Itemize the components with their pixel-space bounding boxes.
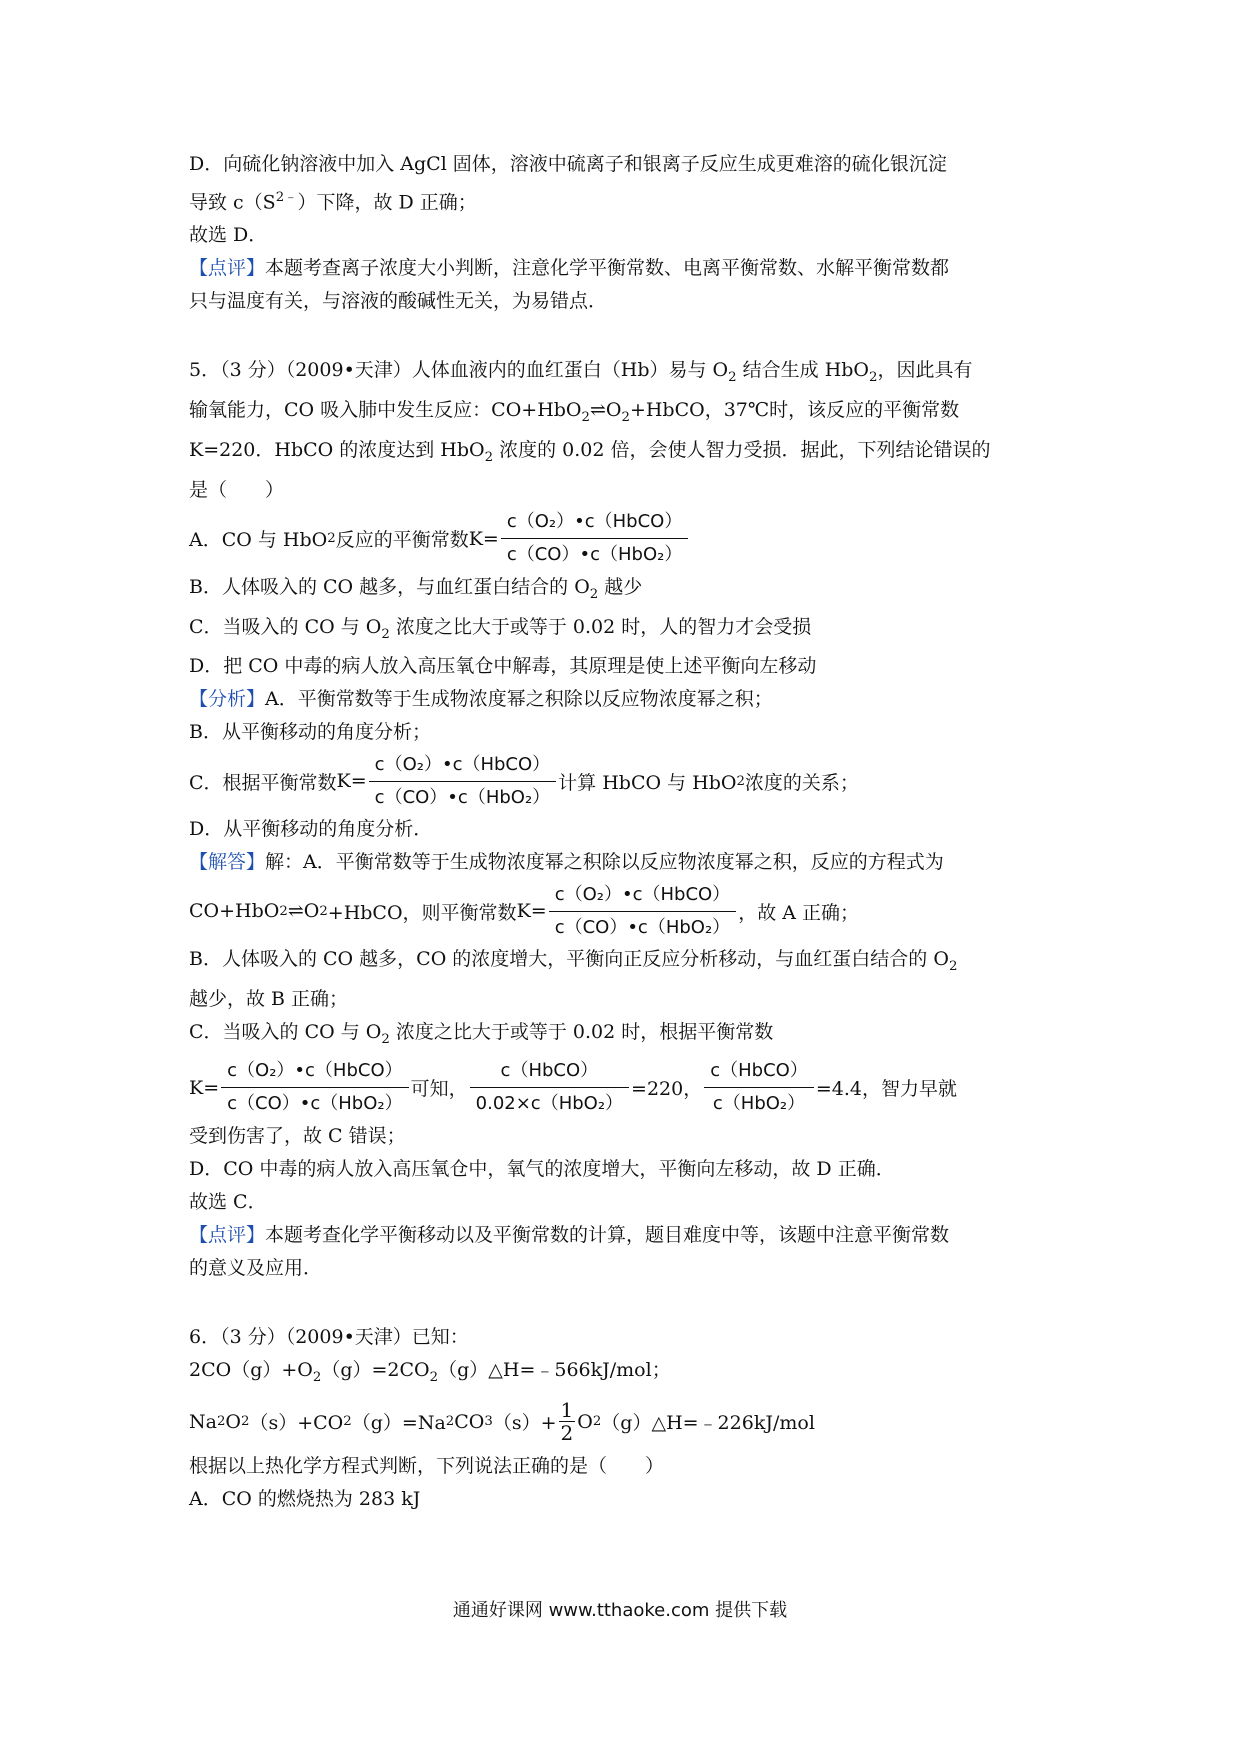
q4-choice: 故选 D． [189, 224, 268, 247]
q5-option-a: A．CO 与 HbO 2 反应的平衡常数 K= $\frac{\text{c（O₂）•c（HbCO）}}{\text{c（CO）•c（HbO₂）}}$ [189, 507, 1059, 571]
q6-stem: 6．（3 分）（2009•天津）已知： [189, 1325, 469, 1348]
q5-solution-line3: B．人体吸入的 CO 越多，CO 的浓度增大，平衡向正反应分析移动，与血红蛋白结合的 $O_2$ [189, 948, 958, 975]
review-tag: 【点评】 [189, 257, 266, 280]
q5-option-b: B．人体吸入的 CO 越多，与血红蛋白结合的 $O_2$ 越少 [189, 575, 643, 602]
q6-option-a: A．CO 的燃烧热为 283 kJ [189, 1487, 421, 1510]
q4-review-line2: 只与温度有关，与溶液的酸碱性无关，为易错点． [189, 290, 608, 313]
equilibrium-constant-fraction: $\frac{\text{c（O₂）•c（HbCO）}}{\text{c（CO）•c（HbO₂）}}$ [549, 882, 737, 941]
answer-tag: 【解答】 [189, 851, 266, 874]
review-tag: 【点评】 [189, 1223, 266, 1246]
q6-equation-1: $2CO(g)+O_2(g)=2CO_2(g)\triangle H=﹣566kJ$/mol； [189, 1358, 671, 1385]
one-half-fraction: $\frac{1}{2}$ [560, 1398, 574, 1446]
q4-review-line1: 【点评】本题考查离子浓度大小判断，注意化学平衡常数、电离平衡常数、水解平衡常数都 [189, 257, 950, 280]
q5-solution-line8: D．CO 中毒的病人放入高压氧仓中，氧气的浓度增大，平衡向左移动，故 D 正确． [189, 1157, 895, 1180]
equilibrium-constant-fraction: $\frac{\text{c（O₂）•c（HbCO）}}{\text{c（CO）•c（HbO₂）}}$ [221, 1058, 409, 1117]
q5-solution-line5: C．当吸入的 CO 与 $O_2$ 浓度之比大于或等于 0.02 时，根据平衡常数 [189, 1021, 774, 1047]
q5-solution-line1: 【解答】解：A．平衡常数等于生成物浓度幂之积除以反应物浓度幂之积，反应的方程式为 [189, 851, 944, 874]
q6-equation-2: Na 2 O 2 （s）+CO 2 （g）=Na 2 CO 3 （s）+ $\frac{1}{2}$ O 2 （g）△H=﹣226kJ/mol [189, 1398, 815, 1446]
q5-option-c: C．当吸入的 CO 与 $O_2$ 浓度之比大于或等于 0.02 时，人的智力才会受损 [189, 615, 812, 642]
q5-solution-line4: 越少，故 B 正确； [189, 988, 349, 1011]
q5-analysis-line2: B．从平衡移动的角度分析； [189, 721, 431, 744]
q5-stem-line2: 输氧能力，CO 吸入肺中发生反应：$CO+HbO_2\rightleftharpoons O_2+HbCO$，37℃时，该反应的平衡常数 [189, 399, 960, 425]
q4-option-d-line2: 导致 $c(S^{2﹣})$下降，故 D 正确； [189, 190, 477, 214]
q5-stem-line4: 是（ ） [189, 478, 285, 501]
analysis-tag: 【分析】 [189, 688, 266, 711]
equilibrium-constant-fraction: $\frac{\text{c（O₂）•c（HbCO）}}{\text{c（CO）•c（HbO₂）}}$ [501, 509, 689, 568]
q5-solution-line6: K= $\frac{\text{c（O₂）•c（HbCO）}}{\text{c（CO）•c（HbO₂）}}$ 可知， $\frac{\text{c（HbCO）}}{\text{0.02×c（HbO₂）}}$ =220， $\frac{\text{c（HbCO）}}{\text{c（HbO₂）}}$ =4.4，智力早就 [189, 1056, 1059, 1120]
q5-stem-line3: K=220．HbCO 的浓度达到 HbO$_2$ 浓度的 0.02 倍，会使人智力受损．据此，下列结论错误的 [189, 438, 991, 465]
q5-analysis-line3: C．根据平衡常数 K= $\frac{\text{c（O₂）•c（HbCO）}}{\text{c（CO）•c（HbO₂）}}$ 计算 HbCO 与 HbO 2 浓度的关系； [189, 749, 1059, 813]
q5-option-d: D．把 CO 中毒的病人放入高压氧仓中解毒，其原理是使上述平衡向左移动 [189, 655, 817, 678]
q5-review-line1: 【点评】本题考查化学平衡移动以及平衡常数的计算，题目难度中等，该题中注意平衡常数 [189, 1223, 950, 1246]
q5-solution-line2: CO+HbO 2 ⇌O 2 +HbCO，则平衡常数 K= $\frac{\text{c（O₂）•c（HbCO）}}{\text{c（CO）•c（HbO₂）}}$ ，故 A 正确； [189, 879, 1059, 943]
ratio-fraction: $\frac{\text{c（HbCO）}}{\text{c（HbO₂）}}$ [704, 1058, 814, 1117]
q6-question: 根据以上热化学方程式判断，下列说法正确的是（ ） [189, 1454, 665, 1477]
page-content [189, 148, 1059, 1516]
q5-solution-line7: 受到伤害了，故 C 错误； [189, 1124, 406, 1147]
q5-stem-line1: 5．（3 分）（2009•天津）人体血液内的血红蛋白（Hb）易与 $O_2$ 结合生成 HbO$_2$，因此具有 [189, 359, 973, 386]
q4-option-d-line1: D．向硫化钠溶液中加入 AgCl 固体，溶液中硫离子和银离子反应生成更难溶的硫化银沉淀 [189, 153, 947, 175]
q5-review-line2: 的意义及应用． [189, 1256, 323, 1279]
equilibrium-constant-fraction: $\frac{\text{c（O₂）•c（HbCO）}}{\text{c（CO）•c（HbO₂）}}$ [369, 752, 557, 811]
page-footer: 通通好课网 www.tthaoke.com 提供下载 [452, 1600, 788, 1621]
q5-analysis-line1: 【分析】A．平衡常数等于生成物浓度幂之积除以反应物浓度幂之积； [189, 688, 773, 711]
ratio-fraction: $\frac{\text{c（HbCO）}}{\text{0.02×c（HbO₂）}}$ [470, 1058, 629, 1117]
q5-analysis-line4: D．从平衡移动的角度分析． [189, 818, 433, 841]
q5-choice: 故选 C． [189, 1190, 267, 1213]
